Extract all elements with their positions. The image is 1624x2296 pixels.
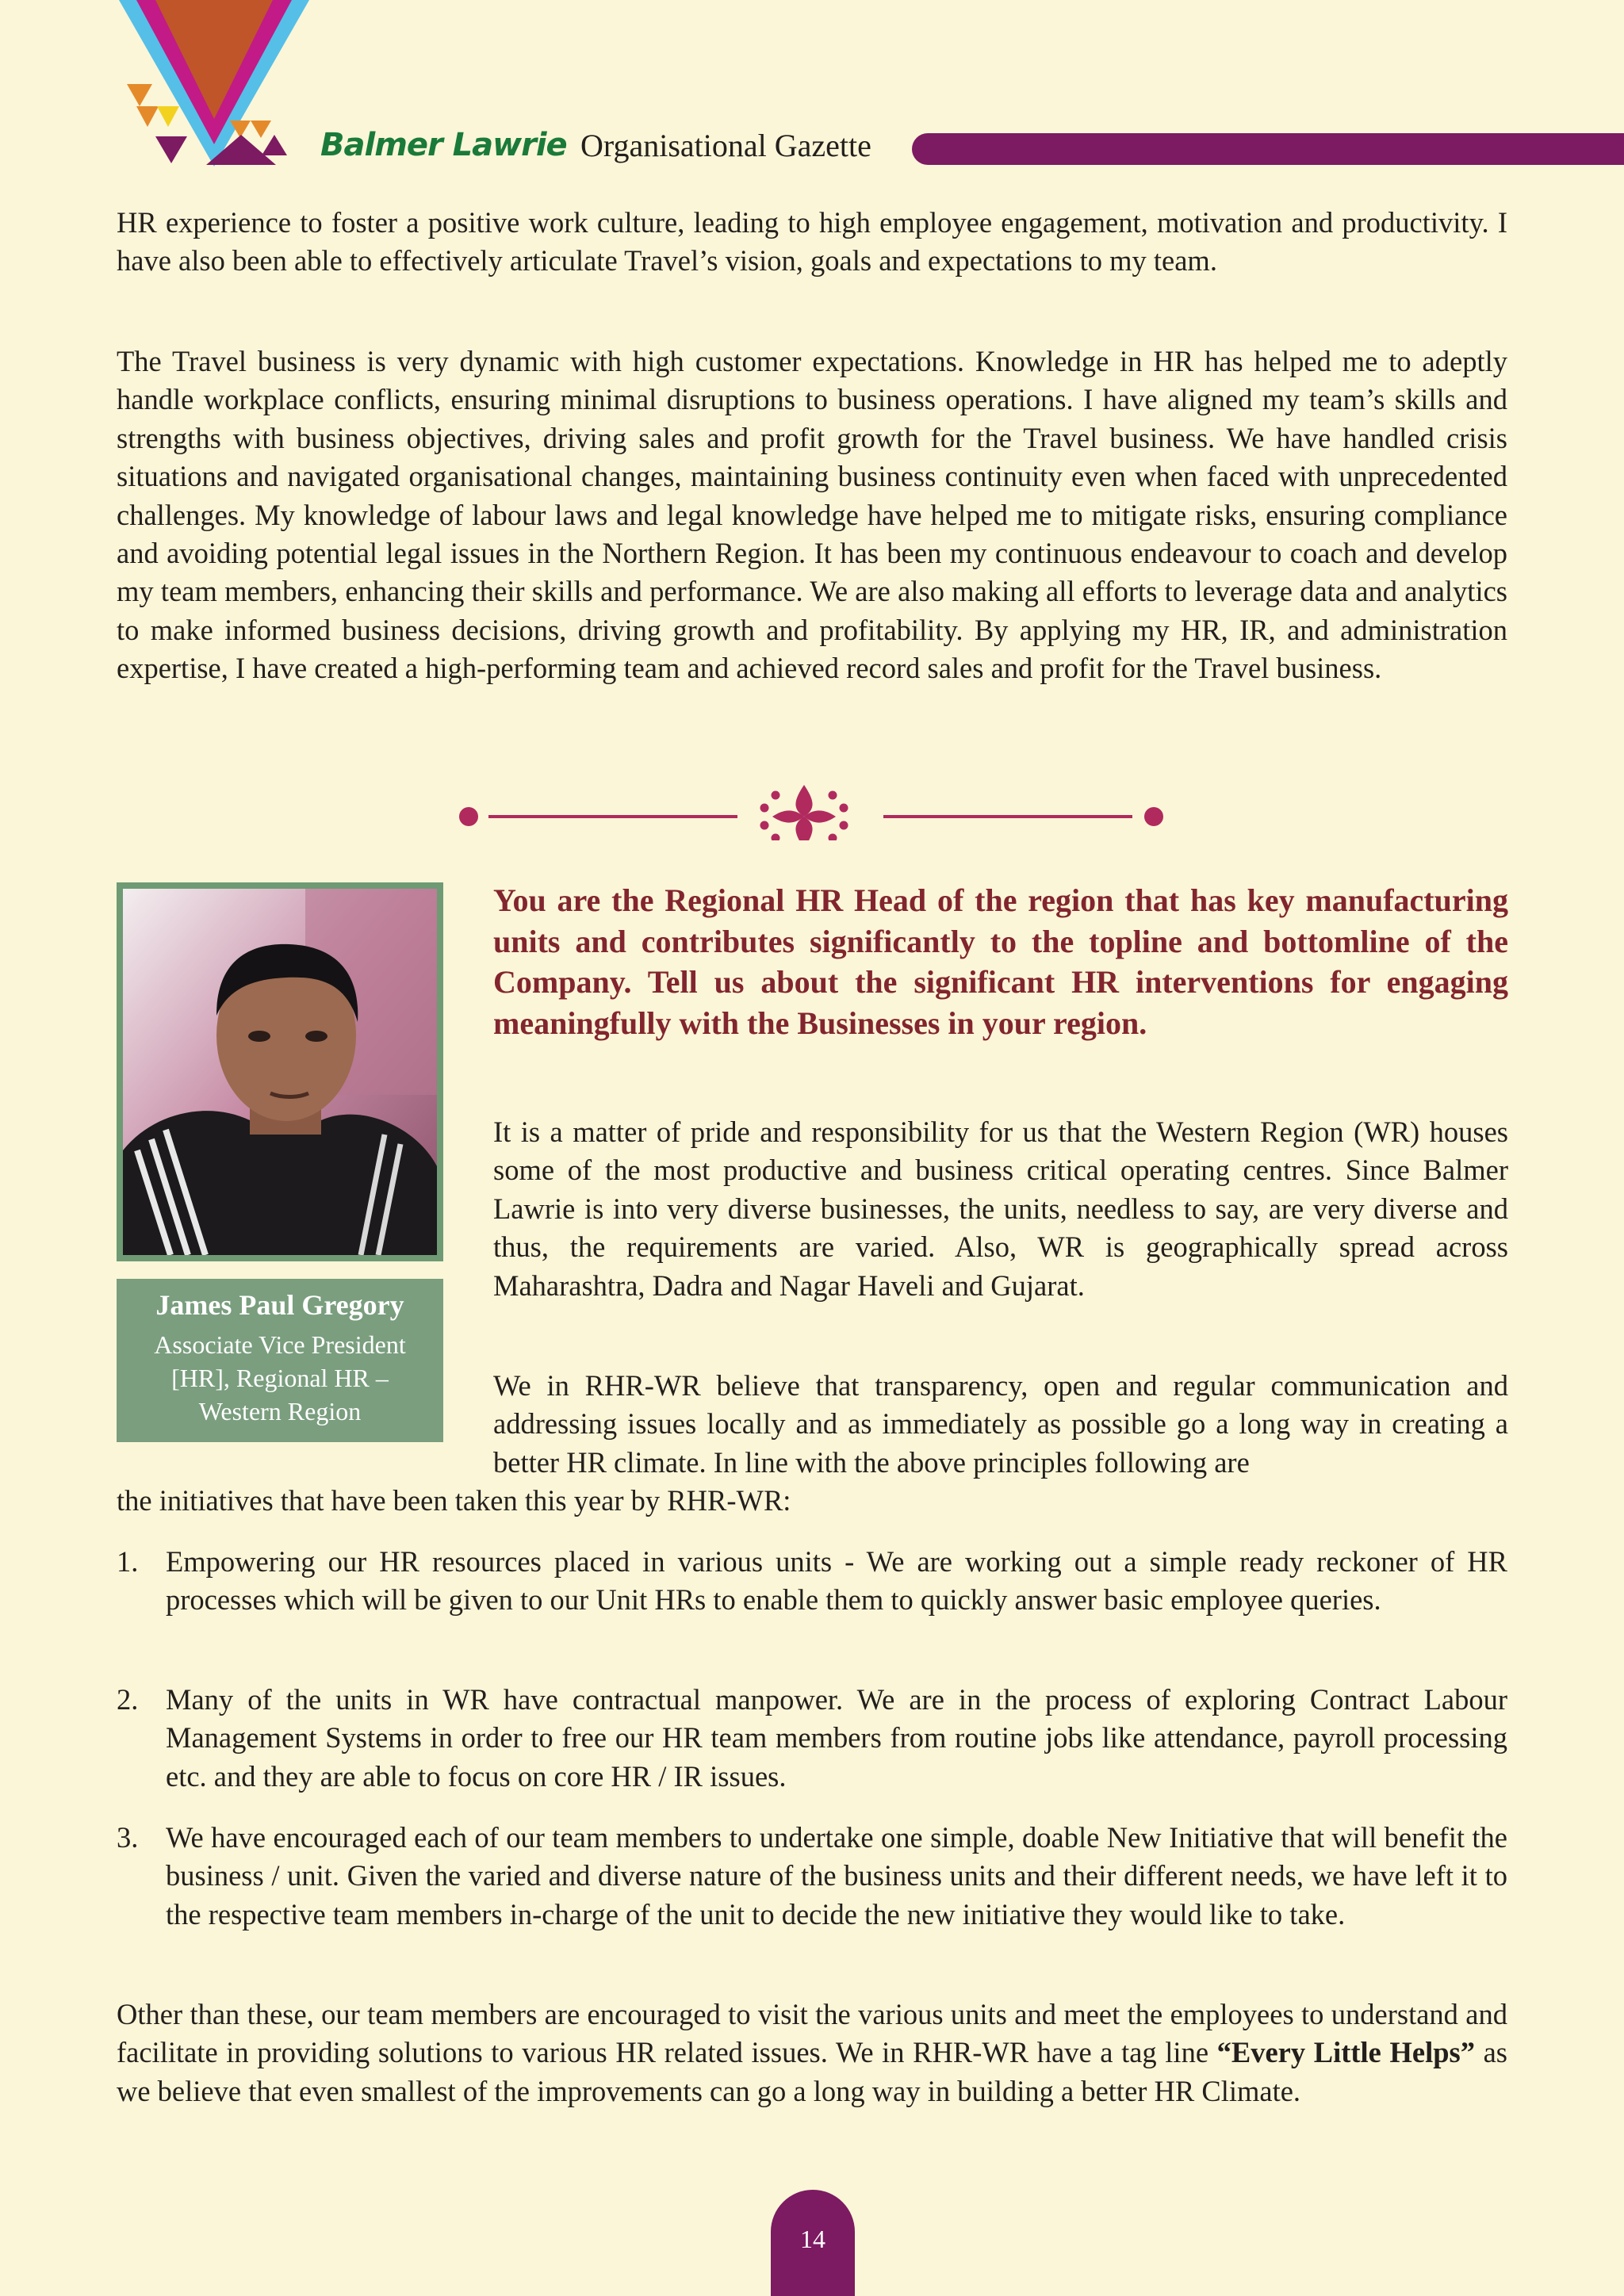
page-number: 14 xyxy=(771,2190,855,2296)
interview-question: You are the Regional HR Head of the region that has key manufacturing units and contributes significantly to the topline and bottomline of the Company. Tell us about the significant HR interventions for engaging meaningfully with the Businesses in your region. xyxy=(493,882,1508,1041)
brand-name: Balmer Lawrie xyxy=(320,127,567,163)
profile-photo xyxy=(117,882,443,1261)
profile-role-line-3: Western Region xyxy=(198,1397,362,1425)
profile-name: James Paul Gregory xyxy=(155,1289,404,1321)
initiative-text-3: We have encouraged each of our team members to undertake one simple, doable New Initiative that will benefit the business / unit. Given the varied and diverse nature of the business units and their different needs, we have left it to the respective team members in-charge of the unit to decide the new initiative they would like to take. xyxy=(166,1821,1507,1931)
balmer-lawrie-logo-icon xyxy=(0,0,317,174)
profile-caption xyxy=(117,1279,443,1442)
initiative-number-2: 2. xyxy=(117,1683,139,1716)
closing-text-before: Other than these, our team members are encouraged to visit the various units and meet the employees to understand and facilitate in providing solutions to various HR related issues. We in RHR-WR have a tag line xyxy=(117,1998,1507,2069)
initiative-text-1: Empowering our HR resources placed in various units - We are working out a simple ready reckoner of HR processes which will be given to our Unit HRs to enable them to quickly answer basic employee queries. xyxy=(166,1545,1507,1617)
initiative-text-2: Many of the units in WR have contractual manpower. We are in the process of exploring Contract Labour Management Systems in order to free our HR team members from routine jobs like attendance, payroll processing etc. and they are able to focus on core HR / IR issues. xyxy=(166,1683,1507,1793)
closing-text-after: as we believe that even smallest of the improvements can go a long way in building a better HR Climate. xyxy=(117,2036,1507,2107)
profile-role xyxy=(117,1328,443,1428)
header-accent-bar xyxy=(912,133,1624,165)
answer-paragraph-1: It is a matter of pride and responsibility for us that the Western Region (WR) houses some of the most productive and business critical operating centres. Since Balmer Lawrie is into very diverse businesses, the units, needless to say, are very diverse and thus, the requirements are varied. Also, WR is geographically spread across Maharashtra, Dadra and Nagar Haveli and Gujarat. xyxy=(493,1115,1508,1302)
floral-divider-icon xyxy=(457,780,1170,840)
profile-role-line-2: [HR], Regional HR – xyxy=(171,1364,389,1392)
initiative-number-1: 1. xyxy=(117,1545,139,1578)
intro-paragraph-2: The Travel business is very dynamic with high customer expectations. Knowledge in HR has helped me to adeptly handle workplace conflicts, ensuring minimal disruptions to business operations. I have aligned my team’s skills and strengths with business objectives, driving sales and profit growth for the Travel business. We have handled crisis situations and navigated organisational changes, maintaining business continuity even when faced with unprecedented challenges. My knowledge of labour laws and legal knowledge have helped me to mitigate risks, ensuring compliance and avoiding potential legal issues in the Northern Region. It has been my continuous endeavour to coach and develop my team members, enhancing their skills and performance. We are also making all efforts to leverage data and analytics to make informed business decisions, driving growth and profitability. By applying my HR, IR, and administration expertise, I have created a high-performing team and achieved record sales and profit for the Travel business. xyxy=(117,345,1507,685)
tagline: “Every Little Helps” xyxy=(1216,2036,1475,2069)
intro-paragraph-1: HR experience to foster a positive work culture, leading to high employee engagement, motivation and productivity. I have also been able to effectively articulate Travel’s vision, goals and expectations to my team. xyxy=(117,206,1507,277)
person-portrait-icon xyxy=(123,889,437,1255)
closing-paragraph xyxy=(117,1996,1507,2110)
answer-paragraph-2-continued: the initiatives that have been taken this year by RHR-WR: xyxy=(117,1484,791,1517)
publication-title: Organisational Gazette xyxy=(580,128,871,163)
answer-paragraph-2: We in RHR-WR believe that transparency, open and regular communication and addressing issues locally and as immediately as possible go a long way in creating a better HR climate. In line with the above principles following are xyxy=(493,1369,1508,1479)
initiative-number-3: 3. xyxy=(117,1821,139,1854)
profile-role-line-1: Associate Vice President xyxy=(154,1330,406,1359)
